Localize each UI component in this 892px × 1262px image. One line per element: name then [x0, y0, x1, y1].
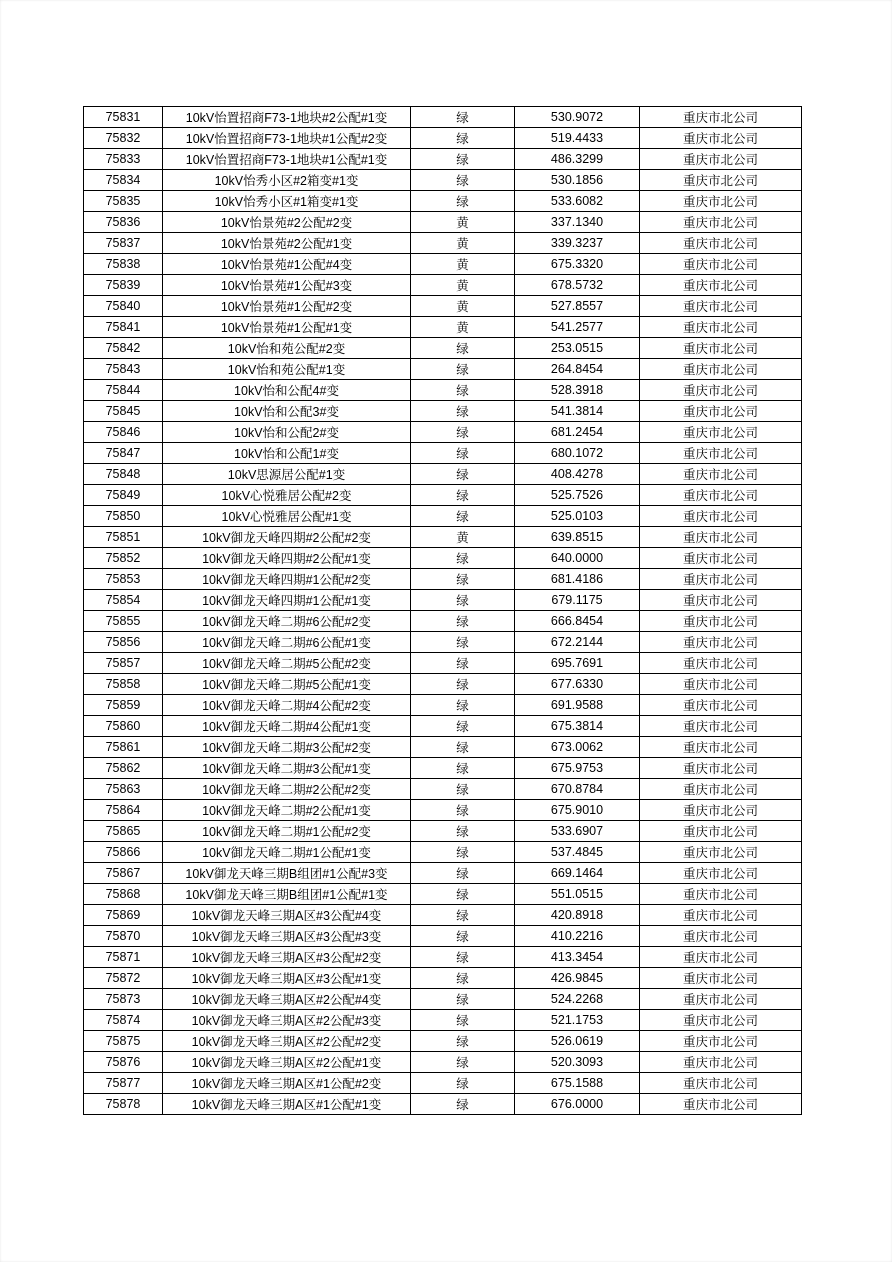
- cell-value: 541.3814: [515, 401, 640, 422]
- table-row: [84, 821, 802, 842]
- table-row: [84, 758, 802, 779]
- data-table: [83, 106, 802, 1115]
- cell-status: 绿: [411, 926, 515, 947]
- cell-id: 75871: [84, 947, 163, 968]
- cell-status: 绿: [411, 674, 515, 695]
- cell-company: 重庆市北公司: [640, 695, 802, 716]
- cell-company: 重庆市北公司: [640, 926, 802, 947]
- table-row: [84, 1094, 802, 1115]
- cell-value: 675.3814: [515, 716, 640, 737]
- cell-name: 10kV御龙天峰三期B组团#1公配#3变: [163, 863, 411, 884]
- cell-value: 426.9845: [515, 968, 640, 989]
- cell-company: 重庆市北公司: [640, 254, 802, 275]
- table-row: [84, 401, 802, 422]
- cell-value: 676.0000: [515, 1094, 640, 1115]
- cell-company: 重庆市北公司: [640, 1094, 802, 1115]
- cell-status: 绿: [411, 989, 515, 1010]
- table-row: [84, 611, 802, 632]
- cell-value: 639.8515: [515, 527, 640, 548]
- cell-company: 重庆市北公司: [640, 842, 802, 863]
- table-row: [84, 128, 802, 149]
- cell-name: 10kV御龙天峰三期A区#1公配#1变: [163, 1094, 411, 1115]
- table-row: [84, 254, 802, 275]
- cell-name: 10kV御龙天峰二期#4公配#2变: [163, 695, 411, 716]
- table-row: [84, 1031, 802, 1052]
- cell-company: 重庆市北公司: [640, 779, 802, 800]
- cell-company: 重庆市北公司: [640, 107, 802, 128]
- cell-id: 75858: [84, 674, 163, 695]
- cell-name: 10kV怡景苑#1公配#4变: [163, 254, 411, 275]
- cell-id: 75839: [84, 275, 163, 296]
- cell-id: 75860: [84, 716, 163, 737]
- table-row: [84, 1073, 802, 1094]
- table-row: [84, 716, 802, 737]
- cell-status: 绿: [411, 191, 515, 212]
- cell-company: 重庆市北公司: [640, 884, 802, 905]
- cell-company: 重庆市北公司: [640, 905, 802, 926]
- cell-name: 10kV怡景苑#1公配#1变: [163, 317, 411, 338]
- cell-company: 重庆市北公司: [640, 1010, 802, 1031]
- cell-company: 重庆市北公司: [640, 443, 802, 464]
- cell-value: 675.9010: [515, 800, 640, 821]
- cell-id: 75843: [84, 359, 163, 380]
- cell-name: 10kV怡秀小区#1箱变#1变: [163, 191, 411, 212]
- cell-company: 重庆市北公司: [640, 233, 802, 254]
- cell-id: 75856: [84, 632, 163, 653]
- table-row: [84, 863, 802, 884]
- cell-name: 10kV怡和苑公配#2变: [163, 338, 411, 359]
- cell-status: 绿: [411, 107, 515, 128]
- cell-value: 526.0619: [515, 1031, 640, 1052]
- cell-id: 75848: [84, 464, 163, 485]
- cell-name: 10kV御龙天峰三期B组团#1公配#1变: [163, 884, 411, 905]
- table-row: [84, 527, 802, 548]
- cell-id: 75854: [84, 590, 163, 611]
- cell-status: 绿: [411, 1010, 515, 1031]
- cell-status: 黄: [411, 317, 515, 338]
- cell-company: 重庆市北公司: [640, 317, 802, 338]
- cell-value: 408.4278: [515, 464, 640, 485]
- cell-status: 绿: [411, 1052, 515, 1073]
- cell-company: 重庆市北公司: [640, 590, 802, 611]
- cell-id: 75877: [84, 1073, 163, 1094]
- cell-company: 重庆市北公司: [640, 569, 802, 590]
- table-row: [84, 317, 802, 338]
- cell-status: 黄: [411, 212, 515, 233]
- cell-company: 重庆市北公司: [640, 968, 802, 989]
- table-row: [84, 653, 802, 674]
- cell-id: 75868: [84, 884, 163, 905]
- cell-status: 绿: [411, 170, 515, 191]
- cell-name: 10kV御龙天峰三期A区#1公配#2变: [163, 1073, 411, 1094]
- cell-id: 75835: [84, 191, 163, 212]
- cell-name: 10kV御龙天峰二期#5公配#1变: [163, 674, 411, 695]
- table-row: [84, 191, 802, 212]
- cell-company: 重庆市北公司: [640, 632, 802, 653]
- cell-name: 10kV御龙天峰二期#2公配#2变: [163, 779, 411, 800]
- cell-value: 264.8454: [515, 359, 640, 380]
- cell-status: 绿: [411, 590, 515, 611]
- table-row: [84, 737, 802, 758]
- cell-name: 10kV心悦雅居公配#1变: [163, 506, 411, 527]
- table-row: [84, 779, 802, 800]
- cell-company: 重庆市北公司: [640, 947, 802, 968]
- table-row: [84, 296, 802, 317]
- cell-name: 10kV御龙天峰三期A区#3公配#1变: [163, 968, 411, 989]
- cell-value: 541.2577: [515, 317, 640, 338]
- cell-name: 10kV御龙天峰四期#2公配#1变: [163, 548, 411, 569]
- cell-company: 重庆市北公司: [640, 1073, 802, 1094]
- cell-company: 重庆市北公司: [640, 548, 802, 569]
- cell-id: 75850: [84, 506, 163, 527]
- table-row: [84, 800, 802, 821]
- table-row: [84, 464, 802, 485]
- cell-company: 重庆市北公司: [640, 149, 802, 170]
- cell-name: 10kV怡置招商F73-1地块#1公配#2变: [163, 128, 411, 149]
- cell-status: 绿: [411, 401, 515, 422]
- cell-status: 黄: [411, 275, 515, 296]
- table-row: [84, 548, 802, 569]
- cell-id: 75865: [84, 821, 163, 842]
- cell-value: 337.1340: [515, 212, 640, 233]
- cell-status: 绿: [411, 905, 515, 926]
- cell-id: 75863: [84, 779, 163, 800]
- cell-value: 413.3454: [515, 947, 640, 968]
- cell-id: 75878: [84, 1094, 163, 1115]
- cell-name: 10kV怡和公配1#变: [163, 443, 411, 464]
- cell-company: 重庆市北公司: [640, 380, 802, 401]
- cell-status: 绿: [411, 758, 515, 779]
- cell-value: 675.3320: [515, 254, 640, 275]
- cell-company: 重庆市北公司: [640, 1052, 802, 1073]
- cell-id: 75845: [84, 401, 163, 422]
- table-row: [84, 422, 802, 443]
- cell-status: 绿: [411, 1073, 515, 1094]
- cell-value: 666.8454: [515, 611, 640, 632]
- cell-name: 10kV怡景苑#1公配#2变: [163, 296, 411, 317]
- cell-company: 重庆市北公司: [640, 527, 802, 548]
- table-row: [84, 905, 802, 926]
- cell-status: 绿: [411, 695, 515, 716]
- table-row: [84, 842, 802, 863]
- cell-company: 重庆市北公司: [640, 422, 802, 443]
- cell-status: 绿: [411, 380, 515, 401]
- cell-company: 重庆市北公司: [640, 1031, 802, 1052]
- table-row: [84, 989, 802, 1010]
- cell-value: 681.4186: [515, 569, 640, 590]
- table-row: [84, 968, 802, 989]
- cell-name: 10kV怡和苑公配#1变: [163, 359, 411, 380]
- cell-status: 绿: [411, 548, 515, 569]
- cell-company: 重庆市北公司: [640, 989, 802, 1010]
- cell-status: 绿: [411, 359, 515, 380]
- cell-value: 530.9072: [515, 107, 640, 128]
- table-row: [84, 338, 802, 359]
- cell-value: 679.1175: [515, 590, 640, 611]
- cell-company: 重庆市北公司: [640, 128, 802, 149]
- cell-id: 75836: [84, 212, 163, 233]
- table-row: [84, 275, 802, 296]
- cell-status: 绿: [411, 338, 515, 359]
- cell-company: 重庆市北公司: [640, 275, 802, 296]
- cell-value: 640.0000: [515, 548, 640, 569]
- cell-name: 10kV御龙天峰二期#6公配#2变: [163, 611, 411, 632]
- cell-id: 75844: [84, 380, 163, 401]
- cell-value: 519.4433: [515, 128, 640, 149]
- cell-value: 680.1072: [515, 443, 640, 464]
- table-body: [84, 107, 802, 1115]
- table-row: [84, 107, 802, 128]
- cell-id: 75837: [84, 233, 163, 254]
- table-row: [84, 359, 802, 380]
- cell-status: 绿: [411, 1031, 515, 1052]
- cell-company: 重庆市北公司: [640, 863, 802, 884]
- table-row: [84, 506, 802, 527]
- cell-id: 75866: [84, 842, 163, 863]
- cell-status: 绿: [411, 149, 515, 170]
- cell-id: 75876: [84, 1052, 163, 1073]
- cell-name: 10kV怡景苑#2公配#1变: [163, 233, 411, 254]
- cell-company: 重庆市北公司: [640, 737, 802, 758]
- cell-id: 75847: [84, 443, 163, 464]
- cell-company: 重庆市北公司: [640, 191, 802, 212]
- cell-name: 10kV怡和公配4#变: [163, 380, 411, 401]
- cell-status: 绿: [411, 464, 515, 485]
- cell-value: 253.0515: [515, 338, 640, 359]
- table-row: [84, 674, 802, 695]
- cell-id: 75853: [84, 569, 163, 590]
- cell-name: 10kV御龙天峰三期A区#2公配#4变: [163, 989, 411, 1010]
- table-row: [84, 149, 802, 170]
- cell-name: 10kV御龙天峰二期#3公配#2变: [163, 737, 411, 758]
- cell-value: 528.3918: [515, 380, 640, 401]
- cell-id: 75872: [84, 968, 163, 989]
- cell-company: 重庆市北公司: [640, 821, 802, 842]
- cell-value: 672.2144: [515, 632, 640, 653]
- cell-id: 75846: [84, 422, 163, 443]
- cell-name: 10kV御龙天峰三期A区#2公配#1变: [163, 1052, 411, 1073]
- cell-id: 75870: [84, 926, 163, 947]
- cell-status: 绿: [411, 800, 515, 821]
- cell-value: 695.7691: [515, 653, 640, 674]
- cell-company: 重庆市北公司: [640, 653, 802, 674]
- table-row: [84, 1010, 802, 1031]
- cell-status: 绿: [411, 863, 515, 884]
- cell-name: 10kV御龙天峰二期#1公配#2变: [163, 821, 411, 842]
- cell-value: 551.0515: [515, 884, 640, 905]
- cell-status: 绿: [411, 968, 515, 989]
- cell-status: 绿: [411, 884, 515, 905]
- table-row: [84, 884, 802, 905]
- table-row: [84, 170, 802, 191]
- cell-id: 75852: [84, 548, 163, 569]
- table-row: [84, 926, 802, 947]
- cell-status: 绿: [411, 632, 515, 653]
- cell-company: 重庆市北公司: [640, 401, 802, 422]
- cell-id: 75867: [84, 863, 163, 884]
- cell-company: 重庆市北公司: [640, 485, 802, 506]
- cell-id: 75851: [84, 527, 163, 548]
- cell-name: 10kV怡景苑#1公配#3变: [163, 275, 411, 296]
- cell-id: 75842: [84, 338, 163, 359]
- cell-id: 75834: [84, 170, 163, 191]
- cell-id: 75832: [84, 128, 163, 149]
- cell-status: 绿: [411, 443, 515, 464]
- cell-name: 10kV怡置招商F73-1地块#2公配#1变: [163, 107, 411, 128]
- cell-value: 537.4845: [515, 842, 640, 863]
- cell-name: 10kV怡和公配2#变: [163, 422, 411, 443]
- cell-value: 525.7526: [515, 485, 640, 506]
- cell-value: 339.3237: [515, 233, 640, 254]
- cell-id: 75873: [84, 989, 163, 1010]
- cell-status: 绿: [411, 422, 515, 443]
- cell-id: 75840: [84, 296, 163, 317]
- cell-status: 黄: [411, 527, 515, 548]
- cell-value: 520.3093: [515, 1052, 640, 1073]
- cell-value: 670.8784: [515, 779, 640, 800]
- cell-company: 重庆市北公司: [640, 170, 802, 191]
- cell-name: 10kV御龙天峰二期#4公配#1变: [163, 716, 411, 737]
- cell-value: 669.1464: [515, 863, 640, 884]
- cell-company: 重庆市北公司: [640, 506, 802, 527]
- cell-company: 重庆市北公司: [640, 716, 802, 737]
- cell-name: 10kV怡秀小区#2箱变#1变: [163, 170, 411, 191]
- cell-value: 524.2268: [515, 989, 640, 1010]
- cell-id: 75859: [84, 695, 163, 716]
- cell-name: 10kV御龙天峰三期A区#3公配#4变: [163, 905, 411, 926]
- cell-status: 绿: [411, 653, 515, 674]
- cell-value: 530.1856: [515, 170, 640, 191]
- cell-value: 533.6907: [515, 821, 640, 842]
- cell-value: 486.3299: [515, 149, 640, 170]
- cell-name: 10kV御龙天峰三期A区#2公配#3变: [163, 1010, 411, 1031]
- cell-value: 527.8557: [515, 296, 640, 317]
- cell-id: 75864: [84, 800, 163, 821]
- cell-status: 绿: [411, 506, 515, 527]
- cell-name: 10kV御龙天峰四期#1公配#1变: [163, 590, 411, 611]
- table-row: [84, 569, 802, 590]
- cell-value: 673.0062: [515, 737, 640, 758]
- cell-name: 10kV御龙天峰三期A区#2公配#2变: [163, 1031, 411, 1052]
- cell-status: 绿: [411, 737, 515, 758]
- table-row: [84, 632, 802, 653]
- cell-id: 75875: [84, 1031, 163, 1052]
- table-row: [84, 233, 802, 254]
- cell-id: 75862: [84, 758, 163, 779]
- cell-id: 75833: [84, 149, 163, 170]
- cell-id: 75857: [84, 653, 163, 674]
- cell-id: 75874: [84, 1010, 163, 1031]
- cell-name: 10kV御龙天峰二期#6公配#1变: [163, 632, 411, 653]
- table-row: [84, 485, 802, 506]
- cell-status: 绿: [411, 947, 515, 968]
- cell-name: 10kV怡置招商F73-1地块#1公配#1变: [163, 149, 411, 170]
- cell-value: 533.6082: [515, 191, 640, 212]
- table-row: [84, 590, 802, 611]
- cell-company: 重庆市北公司: [640, 758, 802, 779]
- cell-status: 绿: [411, 485, 515, 506]
- cell-company: 重庆市北公司: [640, 800, 802, 821]
- cell-name: 10kV怡景苑#2公配#2变: [163, 212, 411, 233]
- cell-value: 681.2454: [515, 422, 640, 443]
- cell-name: 10kV御龙天峰四期#2公配#2变: [163, 527, 411, 548]
- cell-value: 678.5732: [515, 275, 640, 296]
- cell-id: 75841: [84, 317, 163, 338]
- cell-name: 10kV御龙天峰三期A区#3公配#3变: [163, 926, 411, 947]
- cell-company: 重庆市北公司: [640, 296, 802, 317]
- cell-status: 绿: [411, 611, 515, 632]
- cell-name: 10kV御龙天峰三期A区#3公配#2变: [163, 947, 411, 968]
- cell-company: 重庆市北公司: [640, 359, 802, 380]
- cell-status: 黄: [411, 233, 515, 254]
- cell-id: 75855: [84, 611, 163, 632]
- cell-id: 75869: [84, 905, 163, 926]
- cell-status: 绿: [411, 1094, 515, 1115]
- cell-id: 75861: [84, 737, 163, 758]
- cell-status: 绿: [411, 716, 515, 737]
- cell-id: 75838: [84, 254, 163, 275]
- cell-status: 绿: [411, 779, 515, 800]
- table-row: [84, 947, 802, 968]
- cell-value: 521.1753: [515, 1010, 640, 1031]
- cell-value: 410.2216: [515, 926, 640, 947]
- cell-name: 10kV怡和公配3#变: [163, 401, 411, 422]
- cell-name: 10kV御龙天峰二期#2公配#1变: [163, 800, 411, 821]
- cell-status: 黄: [411, 254, 515, 275]
- table-row: [84, 443, 802, 464]
- cell-value: 675.9753: [515, 758, 640, 779]
- cell-status: 绿: [411, 128, 515, 149]
- cell-status: 绿: [411, 569, 515, 590]
- cell-id: 75831: [84, 107, 163, 128]
- table-row: [84, 212, 802, 233]
- cell-status: 绿: [411, 842, 515, 863]
- cell-value: 525.0103: [515, 506, 640, 527]
- cell-company: 重庆市北公司: [640, 212, 802, 233]
- cell-name: 10kV御龙天峰四期#1公配#2变: [163, 569, 411, 590]
- cell-company: 重庆市北公司: [640, 611, 802, 632]
- cell-status: 绿: [411, 821, 515, 842]
- cell-value: 420.8918: [515, 905, 640, 926]
- cell-value: 677.6330: [515, 674, 640, 695]
- cell-id: 75849: [84, 485, 163, 506]
- cell-name: 10kV思源居公配#1变: [163, 464, 411, 485]
- table-row: [84, 1052, 802, 1073]
- cell-company: 重庆市北公司: [640, 338, 802, 359]
- cell-value: 691.9588: [515, 695, 640, 716]
- cell-name: 10kV御龙天峰二期#3公配#1变: [163, 758, 411, 779]
- table-row: [84, 380, 802, 401]
- cell-status: 黄: [411, 296, 515, 317]
- table-row: [84, 695, 802, 716]
- cell-company: 重庆市北公司: [640, 464, 802, 485]
- cell-name: 10kV心悦雅居公配#2变: [163, 485, 411, 506]
- cell-value: 675.1588: [515, 1073, 640, 1094]
- cell-company: 重庆市北公司: [640, 674, 802, 695]
- cell-name: 10kV御龙天峰二期#5公配#2变: [163, 653, 411, 674]
- cell-name: 10kV御龙天峰二期#1公配#1变: [163, 842, 411, 863]
